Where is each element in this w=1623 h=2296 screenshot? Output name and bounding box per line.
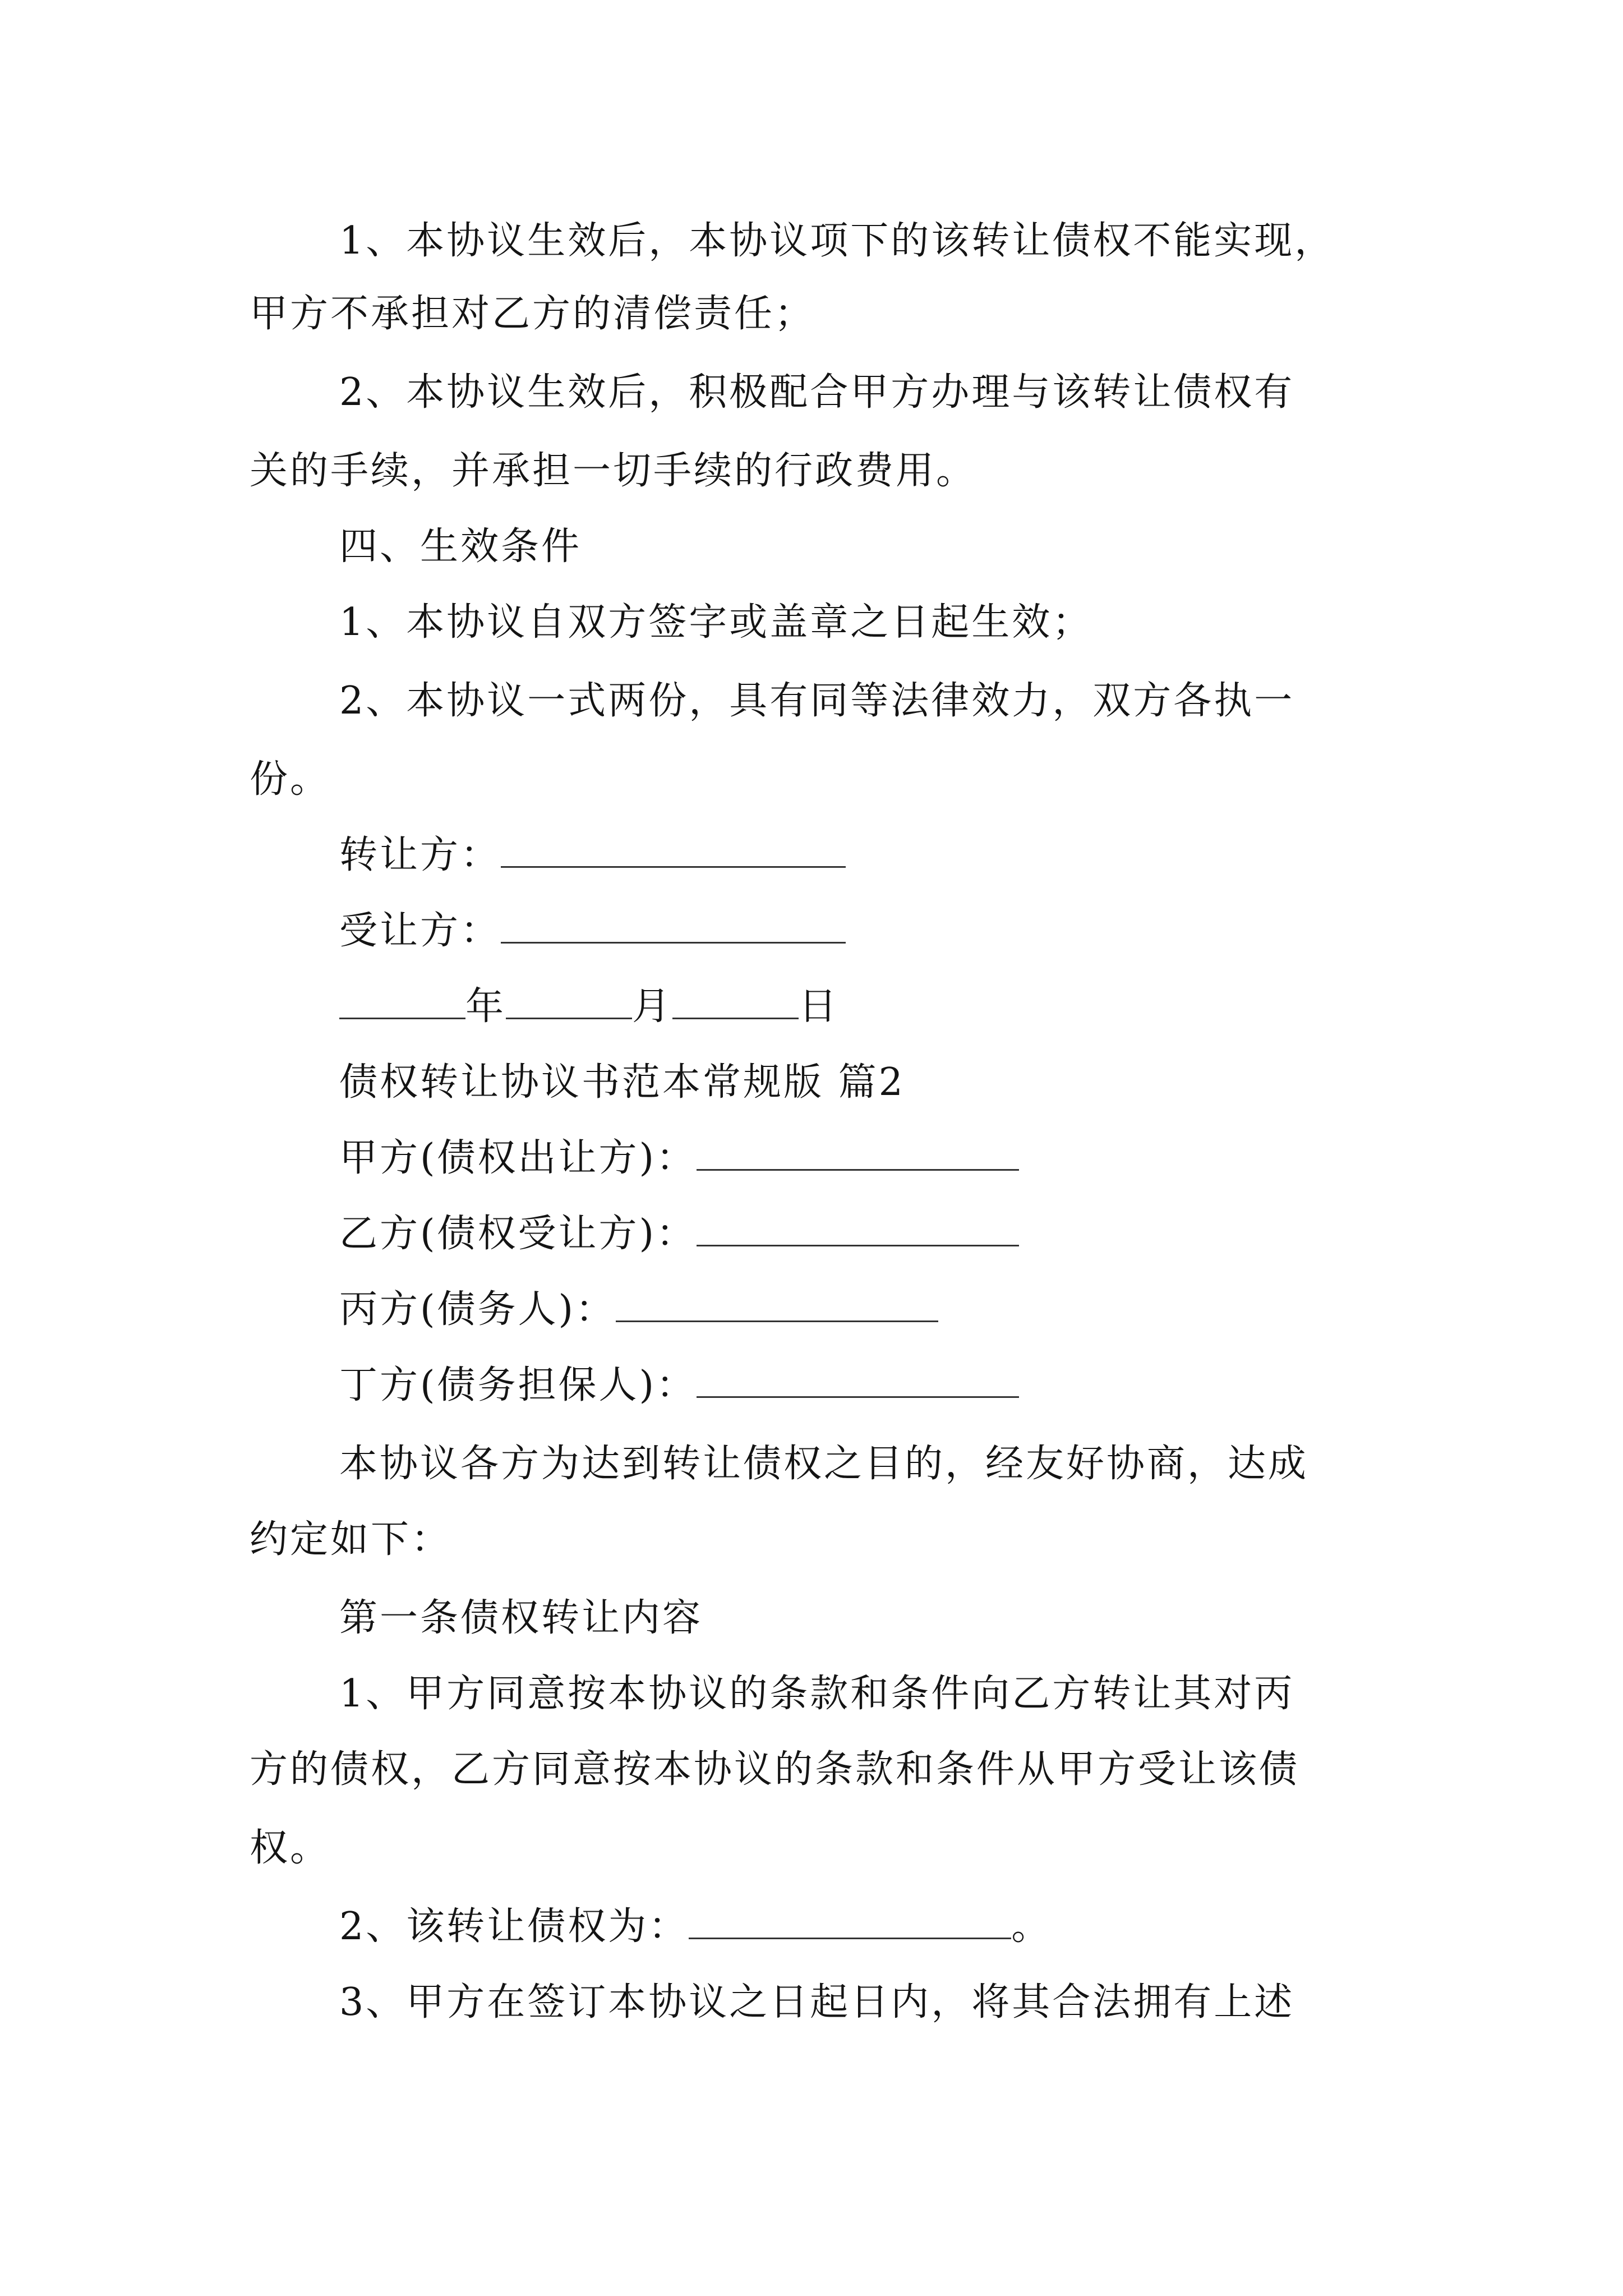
party-c-label: 丙方(债务人)： <box>339 1287 616 1332</box>
month-blank <box>506 984 632 1019</box>
party-c-line <box>339 1282 938 1338</box>
party-b-line <box>339 1206 1019 1262</box>
article-1-clause-1-line-2: 方的债权，乙方同意按本协议的条款和条件从甲方受让该债 <box>250 1747 1300 1792</box>
party-b-blank <box>697 1211 1019 1246</box>
party-d-label: 丁方(债务担保人)： <box>339 1363 697 1407</box>
clause-4-2-line-1: 2、本协议一式两份，具有同等法律效力，双方各执一 <box>339 679 1295 723</box>
intro-line-1: 本协议各方为达到转让债权之目的，经友好协商，达成 <box>339 1442 1309 1486</box>
article-1-clause-3-line-1: 3、甲方在签订本协议之日起日内，将其合法拥有上述 <box>339 1980 1295 2024</box>
transferor-blank <box>501 832 846 868</box>
transferee-label: 受让方： <box>339 909 501 953</box>
day-label: 日 <box>799 984 840 1029</box>
clause-3-1-line-1: 1、本协议生效后，本协议项下的该转让债权不能实现， <box>339 219 1335 263</box>
party-d-blank <box>697 1363 1019 1398</box>
party-c-blank <box>616 1287 938 1322</box>
transferor-signature-line <box>339 827 846 884</box>
date-line <box>339 979 839 1035</box>
clause-2-suffix: 。 <box>1011 1904 1052 1949</box>
year-blank <box>339 984 465 1019</box>
intro-line-2: 约定如下： <box>250 1517 452 1562</box>
party-a-label: 甲方(债权出让方)： <box>339 1136 697 1180</box>
transferred-claim-blank <box>689 1904 1011 1939</box>
clause-3-2-line-2: 关的手续，并承担一切手续的行政费用。 <box>250 449 977 493</box>
clause-3-1-line-2: 甲方不承担对乙方的清偿责任； <box>250 292 815 336</box>
clause-3-2-line-1: 2、本协议生效后，积极配合甲方办理与该转让债权有 <box>339 370 1295 415</box>
section-2-title: 债权转让协议书范本常规版 篇2 <box>339 1060 905 1105</box>
month-label: 月 <box>632 984 673 1029</box>
party-d-line <box>339 1358 1019 1414</box>
article-1-title: 第一条债权转让内容 <box>339 1596 703 1640</box>
transferor-label: 转让方： <box>339 833 501 877</box>
party-a-blank <box>697 1135 1019 1171</box>
section-4-heading: 四、生效条件 <box>339 524 582 569</box>
transferee-blank <box>501 908 846 944</box>
party-b-label: 乙方(债权受让方)： <box>339 1212 697 1256</box>
transferee-signature-line <box>339 903 846 959</box>
article-1-clause-1-line-3: 权。 <box>250 1826 331 1870</box>
clause-4-2-line-2: 份。 <box>250 757 331 802</box>
day-blank <box>672 984 799 1019</box>
article-1-clause-1-line-1: 1、甲方同意按本协议的条款和条件向乙方转让其对丙 <box>339 1672 1295 1716</box>
year-label: 年 <box>465 984 506 1029</box>
article-1-clause-2-line <box>339 1899 1052 1955</box>
party-a-line <box>339 1130 1019 1186</box>
clause-2-prefix: 2、该转让债权为： <box>339 1904 689 1949</box>
clause-4-1: 1、本协议自双方签字或盖章之日起生效； <box>339 600 1093 645</box>
